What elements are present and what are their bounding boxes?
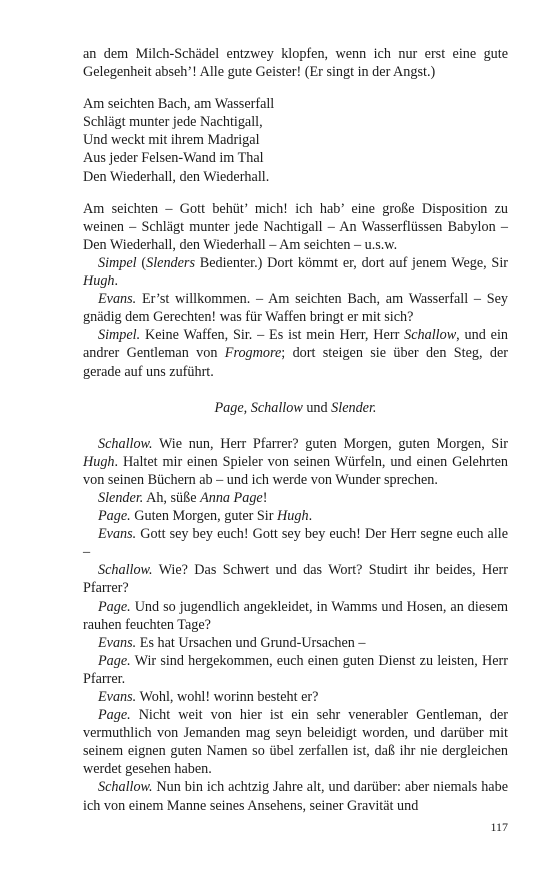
page-number: 117 bbox=[490, 820, 508, 834]
speaker-name: Evans. bbox=[98, 291, 137, 308]
verse-line: Aus jeder Felsen-Wand im Thal bbox=[83, 150, 264, 167]
speech-schallow: Schallow. Nun bin ich achtzig Jahre alt, und darüber: aber niemals habe ich von einem Manne seines Ansehens, seiner Gravität und bbox=[83, 779, 508, 814]
character-name: Slenders bbox=[146, 254, 195, 271]
speech-evans: Evans. Es hat Ursachen und Grund-Ursachen – bbox=[98, 634, 366, 651]
after-song-paragraph: Am seichten – Gott behüt’ mich! ich hab’ eine große Disposition zu weinen – Schlägt munter jede Nachtigall – An Wasserflüssen Babylon – Den Wiederhall, den Wiederhall – Am seichten – u.s.w. bbox=[83, 200, 508, 253]
speech-page: Page. Wir sind hergekommen, euch einen guten Dienst zu leisten, Herr Pfarrer. bbox=[83, 652, 508, 687]
speaker-name: Simpel bbox=[98, 254, 137, 271]
speaker-name: Schallow. bbox=[98, 779, 153, 796]
speech-schallow: Schallow. Wie nun, Herr Pfarrer? guten Morgen, guten Morgen, Sir Hugh. Haltet mir einen Spieler von seinen Würfeln, und einen Gelehrten von seinen Büchern ab – und ich werde von Wunder sprechen. bbox=[83, 435, 508, 488]
speaker-name: Evans. bbox=[98, 526, 137, 543]
character-name: Hugh bbox=[277, 508, 309, 525]
verse-line: Am seichten Bach, am Wasserfall bbox=[83, 96, 275, 113]
speech-simpel: Simpel (Slenders Bedienter.) Dort kömmt er, dort auf jenem Wege, Sir Hugh. bbox=[83, 254, 508, 290]
stage-direction: Page, Schallow und Slender. bbox=[214, 399, 377, 416]
verse-line: Schlägt munter jede Nachtigall, bbox=[83, 114, 263, 131]
speech-evans: Evans. Gott sey bey euch! Gott sey bey euch! Der Herr segne euch alle – bbox=[83, 526, 508, 561]
page-body bbox=[83, 45, 508, 815]
speaker-name: Page. bbox=[98, 598, 131, 615]
speaker-name: Slender. bbox=[98, 489, 144, 506]
speech-simpel: Simpel. Keine Waffen, Sir. – Es ist mein Herr, Herr Schallow, und ein andrer Gentleman von Frogmore; dort steigen sie über den Steg, der gerade auf uns zuführt. bbox=[83, 327, 508, 380]
speech-page: Page. Guten Morgen, guter Sir Hugh. bbox=[98, 508, 313, 525]
place-name: Frogmore bbox=[224, 345, 282, 362]
speaker-name: Schallow. bbox=[98, 562, 153, 579]
character-name: Hugh bbox=[83, 273, 115, 290]
speaker-name: Page. bbox=[98, 707, 131, 724]
speech-evans: Evans. Wohl, wohl! worinn besteht er? bbox=[98, 689, 319, 705]
speech-evans: Evans. Er’st willkommen. – Am seichten Bach, am Wasserfall – Sey gnädig dem Gerechten! was für Waffen bringt er mit sich? bbox=[83, 291, 508, 326]
speaker-name: Evans. bbox=[98, 689, 137, 705]
character-name: Hugh bbox=[83, 453, 115, 470]
intro-paragraph: an dem Milch-Schädel entzwey klopfen, wenn ich nur erst eine gute Gelegenheit abseh’! Alle gute Geister! (Er singt in der Angst.) bbox=[83, 46, 508, 81]
song-verse bbox=[83, 95, 508, 185]
speaker-name: Page. bbox=[98, 508, 131, 525]
character-name: Anna Page bbox=[200, 489, 263, 506]
verse-line: Und weckt mit ihrem Madrigal bbox=[83, 132, 260, 149]
speech-slender: Slender. Ah, süße Anna Page! bbox=[98, 489, 268, 506]
speaker-name: Schallow. bbox=[98, 435, 153, 452]
speech-page: Page. Und so jugendlich angekleidet, in Wamms und Hosen, an diesem rauhen feuchten Tage? bbox=[83, 598, 508, 633]
speech-schallow: Schallow. Wie? Das Schwert und das Wort? Studirt ihr beides, Herr Pfarrer? bbox=[83, 562, 508, 597]
speaker-name: Page. bbox=[98, 652, 131, 669]
character-name: Schallow bbox=[404, 327, 457, 344]
speaker-name: Simpel. bbox=[98, 327, 141, 344]
speech-page: Page. Nicht weit von hier ist ein sehr venerabler Gentleman, der vermuthlich von Jemanden mag seyn beleidigt worden, und darüber mit seinem eignen guten Namen so übel zerfallen ist, daß ihr nie dergleichen werdet gesehen haben. bbox=[83, 707, 508, 778]
verse-line: Den Wiederhall, den Wiederhall. bbox=[83, 168, 270, 185]
speaker-name: Evans. bbox=[98, 634, 137, 651]
